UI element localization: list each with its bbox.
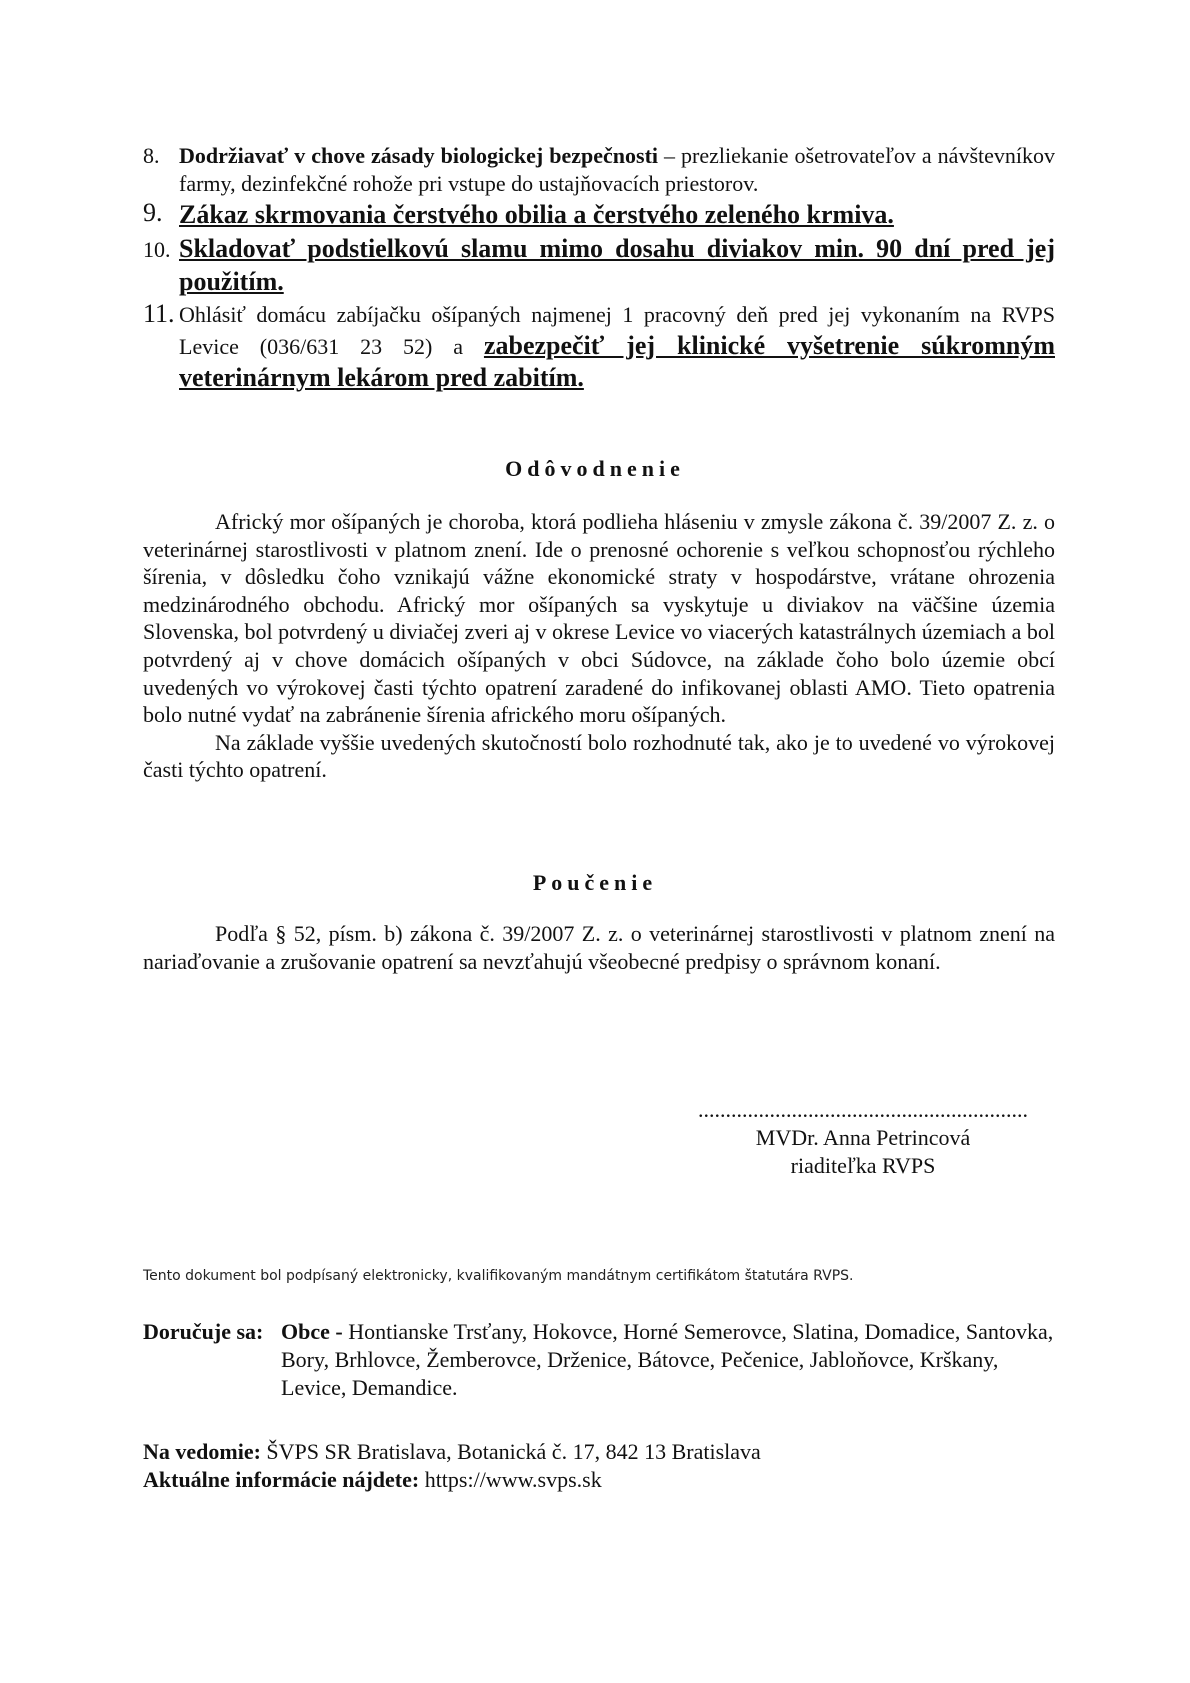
item-number: 8. (143, 143, 160, 168)
odovodnenie-text (143, 508, 1055, 784)
electronic-signature-note: Tento dokument bol podpísaný elektronicky, kvalifikovaným mandátnym certifikátom štatutára RVPS. (143, 1268, 854, 1284)
list-item-10 (143, 232, 1055, 298)
item-text: Skladovať podstielkovú slamu mimo dosahu diviakov min. 90 dní pred jej použitím. (179, 234, 1055, 296)
item-text (179, 299, 1055, 394)
delivery-list: Hontianske Trsťany, Hokovce, Horné Semerovce, Slatina, Domadice, Santovka, Bory, Brhlovce, Žemberovce, Drženice, Bátovce, Pečenice, Jabloňovce, Krškany, Levice, Demandice. (281, 1319, 1054, 1400)
notice-line (143, 1438, 761, 1466)
item-bold-text: Dodržiavať v chove zásady biologickej bezpečnosti (179, 143, 659, 168)
paragraph: Africký mor ošípaných je choroba, ktorá podlieha hláseniu v zmysle zákona č. 39/2007 Z. z. o veterinárnej starostlivosti v platnom znení. Ide o prenosné ochorenie s veľkou schopnosťou rýchleho šírenia, v dôsledku čoho vznikajú vážne ekonomické straty v hospodárstve, vrátane ohrozenia medzinárodného obchodu. Africký mor ošípaných sa vyskytuje u diviakov na väčšine územia Slovenska, bol potvrdený u diviačej zveri aj v okrese Levice vo viacerých katastrálnych územiach a bol potvrdený aj v chove domácich ošípaných v obci Súdovce, na základe čoho bolo územie obcí uvedených vo výrokovej časti týchto opatrení zaradené do infikovanej oblasti AMO. Tieto opatrenia bolo nutné vydať na zabránenie šírenia afrického moru ošípaných. (143, 509, 1055, 728)
item-regular-text: Ohlásiť domácu zabíjačku ošípaných najmenej 1 pracovný deň pred jej vykonaním na RVPS Levice (036/631 23 52) a (179, 302, 1055, 359)
info-label: Aktuálne informácie nájdete: (143, 1467, 420, 1492)
paragraph: Podľa § 52, písm. b) zákona č. 39/2007 Z. z. o veterinárnej starostlivosti v platnom znení na nariaďovanie a zrušovanie opatrení sa nevzťahujú všeobecné predpisy o správnom konaní. (143, 921, 1055, 974)
item-number: 10. (143, 237, 171, 262)
delivery-block (143, 1318, 1055, 1402)
notice-label: Na vedomie: (143, 1439, 261, 1464)
signature-block (688, 1096, 1038, 1180)
item-text: Zákaz skrmovania čerstvého obilia a čerstvého zeleného krmiva. (179, 200, 894, 229)
notice-block (143, 1438, 761, 1494)
info-line (143, 1466, 761, 1494)
list-item-8 (143, 142, 1055, 198)
poucenie-text (143, 920, 1055, 975)
item-regular-text: – prezliekanie ošetrovateľov a návštevníkov farmy, dezinfekčné rohože pri vstupe do ustajňovacích priestorov. (179, 143, 1055, 196)
section-heading-poucenie: Poučenie (532, 870, 658, 895)
list-item-11 (143, 299, 1055, 394)
signer-name: MVDr. Anna Petrincová (755, 1125, 971, 1150)
section-heading-odovodnenie: Odôvodnenie (505, 456, 685, 481)
paragraph: Na základe vyššie uvedených skutočností bolo rozhodnuté tak, ako je to uvedené vo výrokovej časti týchto opatrení. (143, 729, 1055, 783)
item-number: 11. (143, 299, 175, 328)
delivery-label: Doručuje sa: (143, 1319, 264, 1344)
signature-line: ............................................................ (698, 1097, 1028, 1122)
item-text (179, 142, 1055, 198)
delivery-recipients (281, 1318, 1055, 1402)
list-item-9 (143, 198, 1055, 231)
delivery-prefix: Obce - (281, 1319, 349, 1344)
item-number: 9. (143, 198, 163, 227)
item-bold-text: zabezpečiť jej klinické vyšetrenie súkromným veterinárnym lekárom pred zabitím. (179, 331, 1055, 392)
signer-title: riaditeľka RVPS (790, 1153, 936, 1178)
notice-text: ŠVPS SR Bratislava, Botanická č. 17, 842 13 Bratislava (260, 1439, 761, 1464)
info-link[interactable]: https://www.svps.sk (419, 1467, 602, 1492)
